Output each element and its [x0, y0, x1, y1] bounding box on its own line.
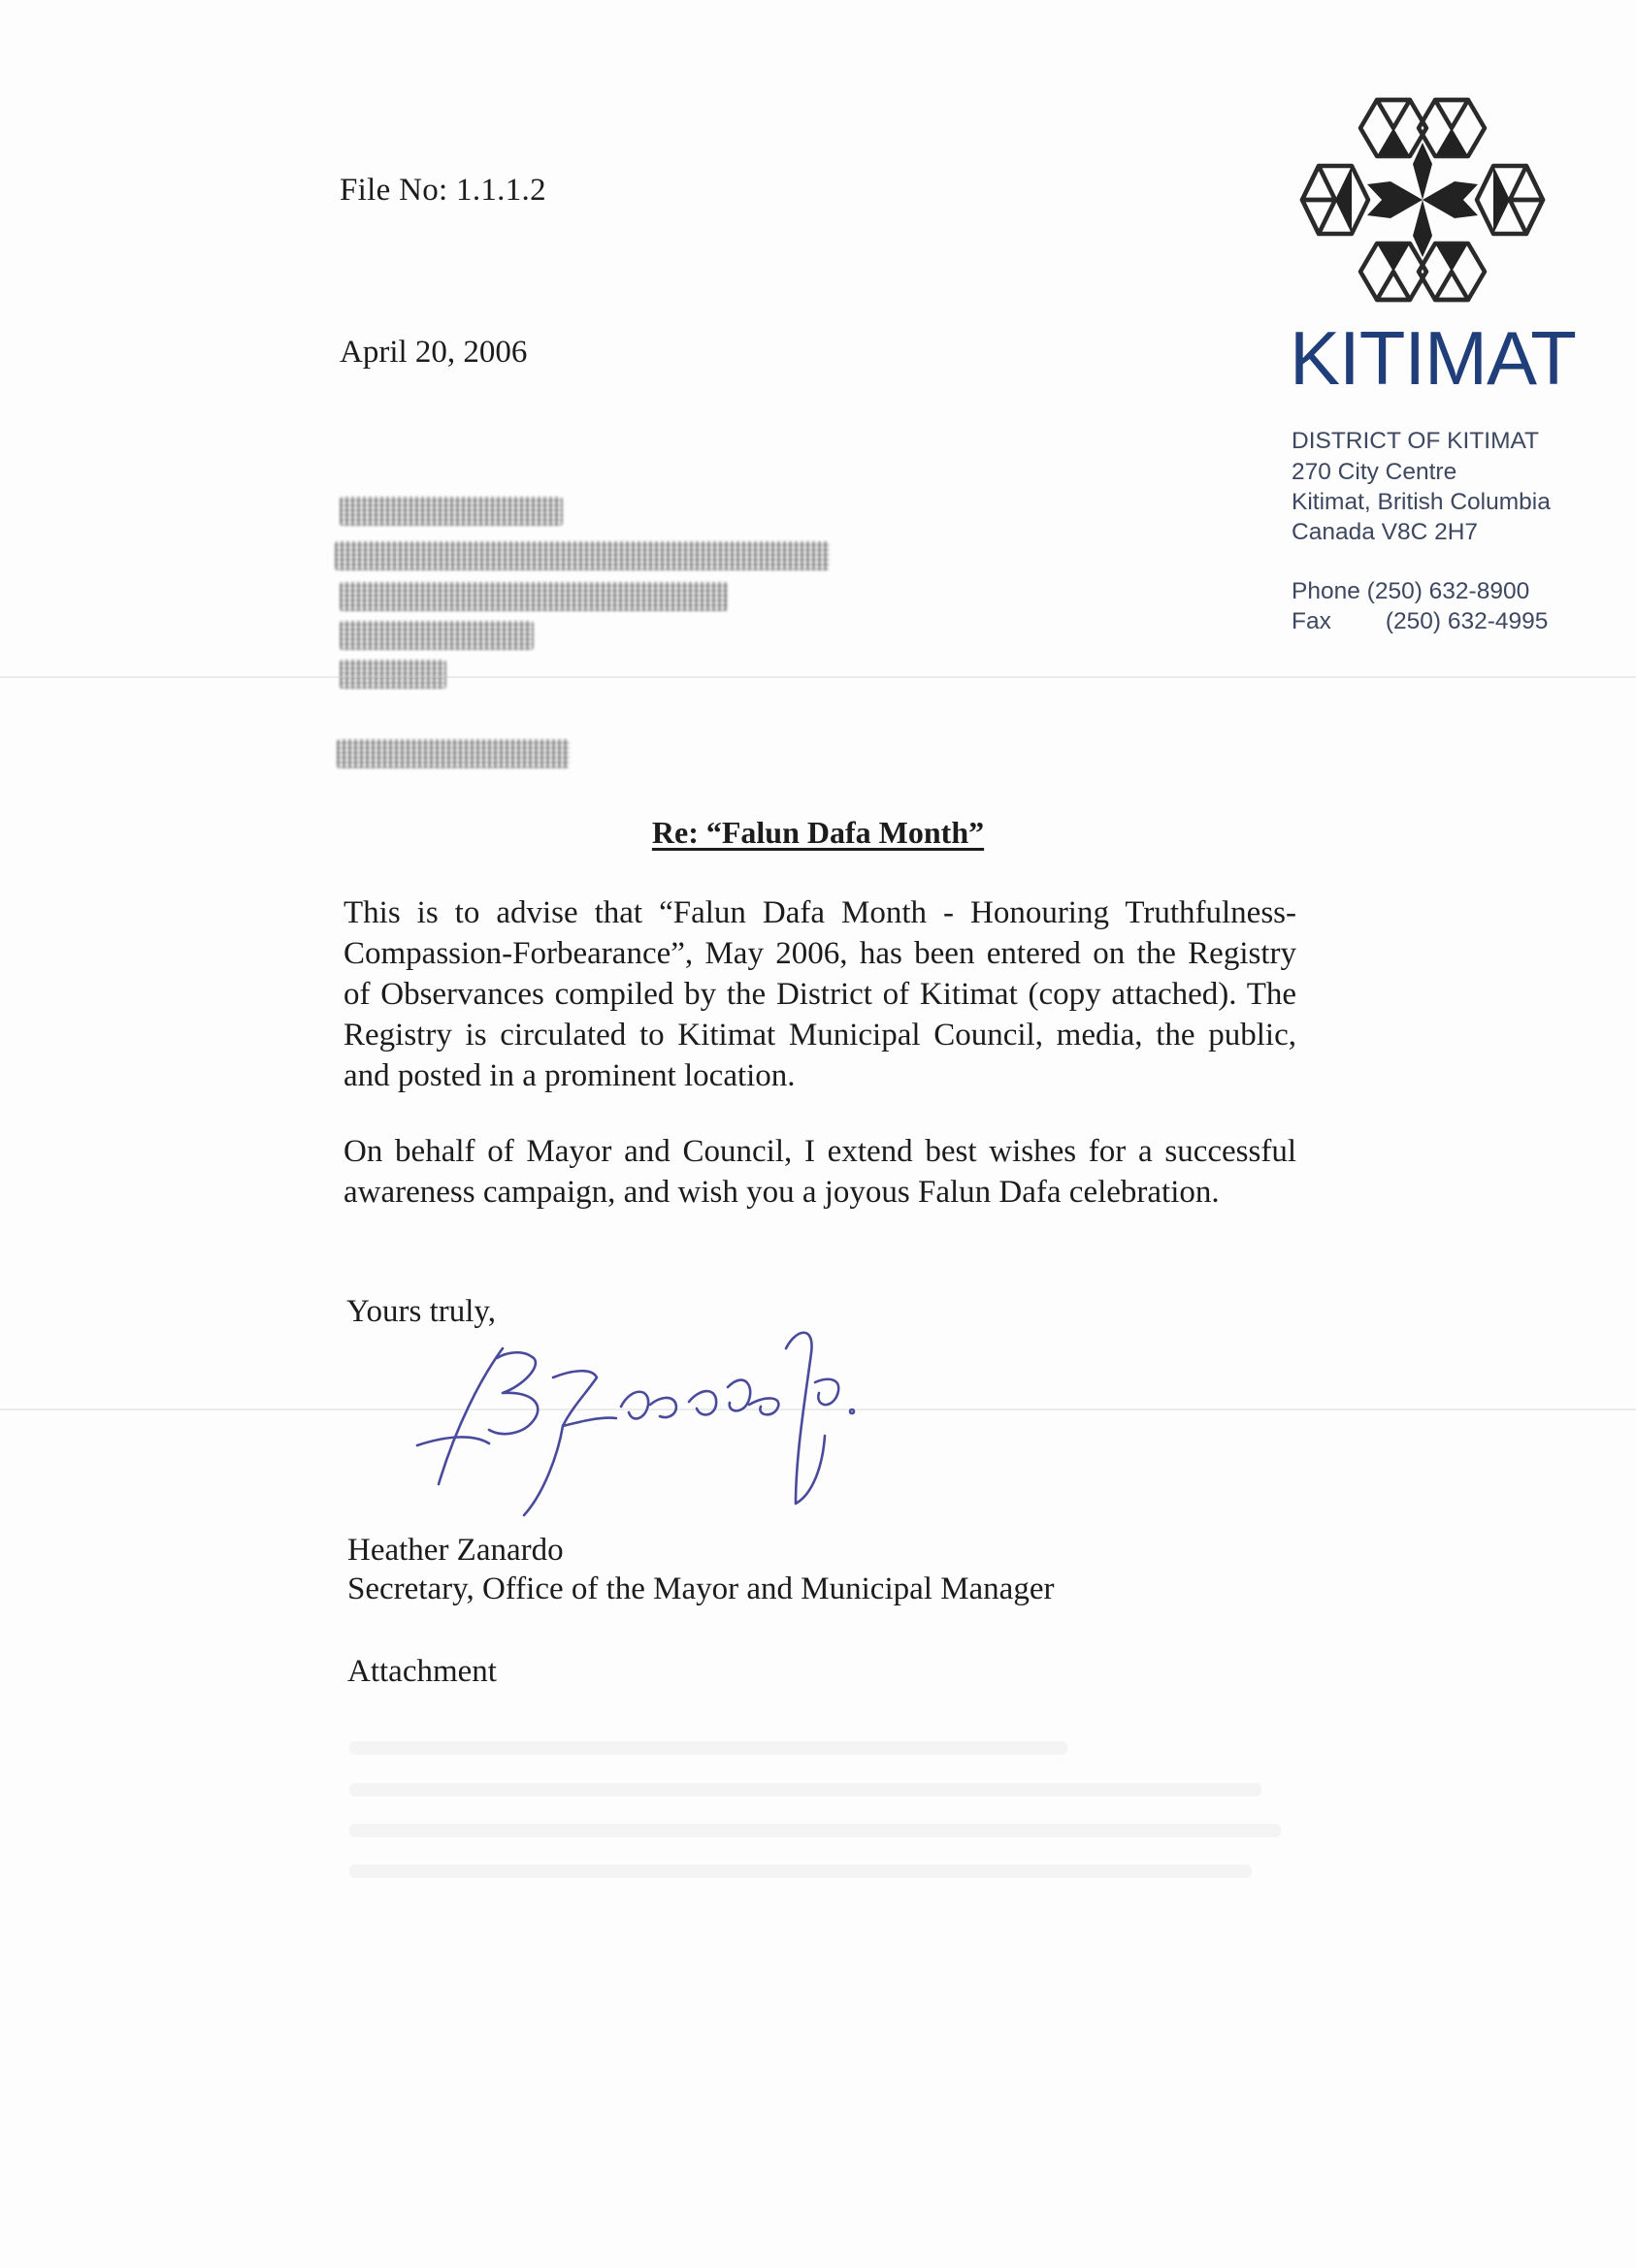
redacted-recipient-line — [335, 541, 830, 570]
snowflake-hexagon-logo-icon — [1295, 92, 1550, 308]
fax-label: Fax — [1292, 608, 1331, 634]
scan-fold-line — [0, 676, 1636, 678]
signer-name: Heather Zanardo — [347, 1533, 564, 1568]
subject-text: Re: “Falun Dafa Month” — [651, 815, 985, 850]
redacted-recipient-line — [340, 582, 728, 611]
redacted-recipient-line — [340, 660, 446, 689]
letterhead-fax — [1292, 610, 1548, 634]
letterhead-street: 270 City Centre — [1292, 459, 1457, 485]
valediction: Yours truly, — [346, 1294, 497, 1329]
redacted-recipient-line — [340, 621, 534, 650]
kitimat-wordmark: KITIMAT — [1290, 315, 1576, 401]
redacted-salutation — [337, 739, 570, 768]
handwritten-signature — [388, 1310, 932, 1533]
body-paragraph-2: On behalf of Mayor and Council, I extend best wishes for a successful awareness campaign, and wish you a joyous Falun Dafa celebration. — [344, 1134, 1296, 1210]
file-number: File No: 1.1.1.2 — [340, 173, 546, 208]
enclosure-note: Attachment — [347, 1654, 497, 1689]
subject-line — [0, 815, 1636, 851]
bleed-through-mark — [349, 1824, 1281, 1837]
phone-label: Phone — [1292, 578, 1360, 604]
bleed-through-mark — [349, 1741, 1067, 1755]
bleed-through-mark — [349, 1783, 1261, 1797]
redacted-recipient-line — [340, 497, 563, 526]
signer-title: Secretary, Office of the Mayor and Municipal Manager — [347, 1571, 1055, 1606]
letterhead-city: Kitimat, British Columbia — [1292, 489, 1551, 515]
letter-date: April 20, 2006 — [340, 335, 528, 370]
phone-number: (250) 632-8900 — [1366, 578, 1530, 604]
letterhead-org-name: DISTRICT OF KITIMAT — [1292, 428, 1539, 454]
body-paragraph-1: This is to advise that “Falun Dafa Month - Honouring Truthfulness-Compassion-Forbearance”, May 2006, has been entered on the Registry of Observances compiled by the District of Kitimat (copy attached). The Registry is circulated to Kitimat Municipal Council, media, the public, and posted in a prominent location. — [344, 895, 1296, 1093]
letterhead-phone — [1292, 580, 1529, 604]
bleed-through-mark — [349, 1864, 1252, 1878]
letterhead-country-postal: Canada V8C 2H7 — [1292, 519, 1479, 545]
fax-number: (250) 632-4995 — [1385, 608, 1549, 634]
